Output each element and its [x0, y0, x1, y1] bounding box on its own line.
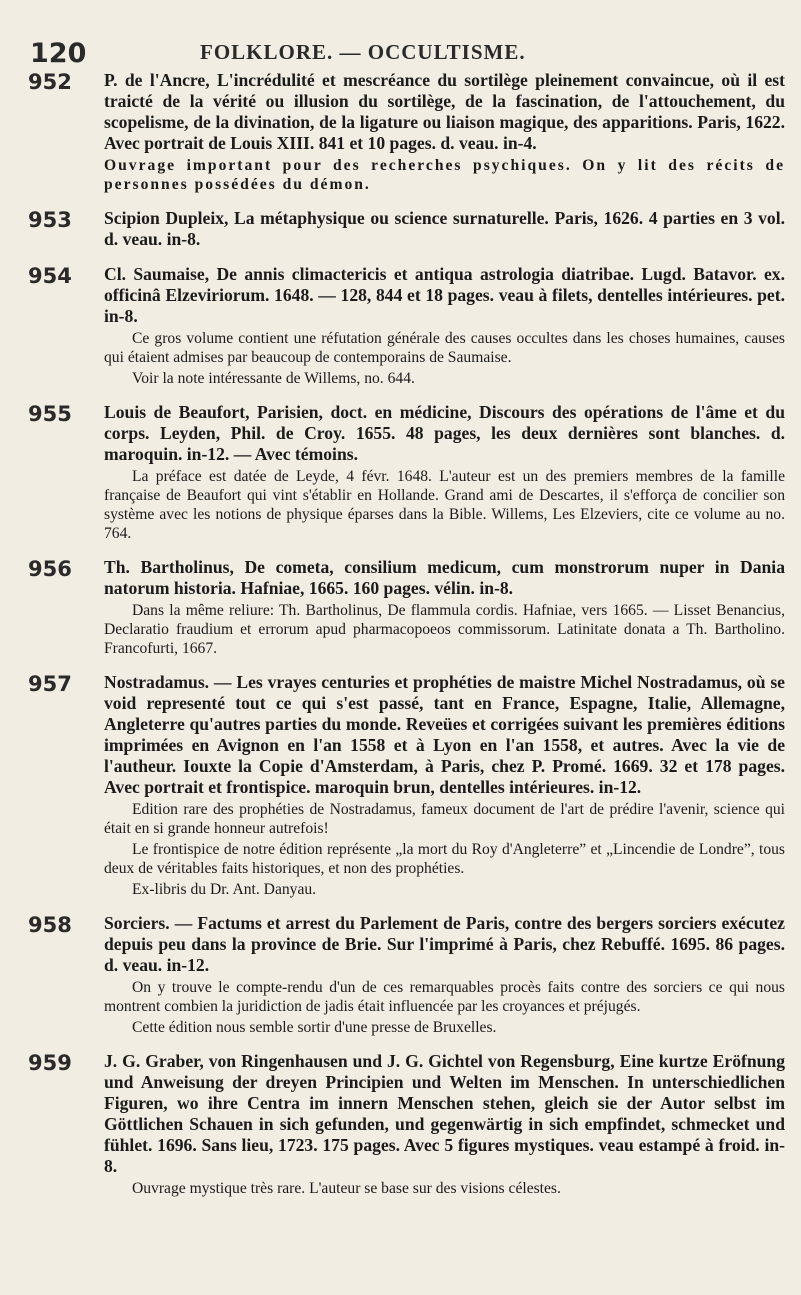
entry-description: Cl. Saumaise, De annis climactericis et antiqua astrologia diatribae. Lugd. Batavor. ex. officinâ Elzeviriorum. 1648. — 128, 844 et 18 pages. veau à filets, dentelles intérieures. pet. in-8. [104, 264, 785, 326]
entry-description: Louis de Beaufort, Parisien, doct. en médicine, Discours des opérations de l'âme et du corps. Leyden, Phil. de Croy. 1655. 48 pages, les deux dernières sont blanches. d. maroquin. in-12. — Avec témoins. [104, 402, 785, 464]
entry-description: Scipion Dupleix, La métaphysique ou science surnaturelle. Paris, 1626. 4 parties en 3 vol. d. veau. in-8. [104, 208, 785, 249]
entry-note: Ex-libris du Dr. Ant. Danyau. [132, 881, 317, 898]
entry-note: Le frontispice de notre édition représente „la mort du Roy d'Angleterre” et „Lincendie de Londre”, tous deux de véritables faits historiques, et non des prophéties. [104, 841, 785, 877]
entry-note: Ouvrage mystique très rare. L'auteur se base sur des visions célestes. [132, 1180, 561, 1197]
entry-note: Voir la note intéressante de Willems, no. 644. [132, 370, 415, 387]
catalogue-entry-954 [0, 264, 785, 388]
entry-note: Ce gros volume contient une réfutation générale des causes occultes dans les choses humaines, causes qui étaient admises par beaucoup de contemporains de Saumaise. [104, 330, 785, 366]
catalogue-entry-957 [0, 672, 785, 899]
catalogue-entry-953 [0, 208, 785, 250]
entry-note: La préface est datée de Leyde, 4 févr. 1648. L'auteur est un des premiers membres de la famille française de Beaufort qui vint s'établir en Hollande. Grand ami de Descartes, il s'efforça de concilier son système avec les notions de physique éparses dans la Bible. Willems, Les Elzeviers, cite ce volume au no. 764. [104, 468, 785, 542]
entry-description: Sorciers. — Factums et arrest du Parlement de Paris, contre des bergers sorciers exécutez depuis peu dans la province de Brie. Sur l'imprimé à Paris, chez Rebuffé. 1695. 86 pages. d. veau. in-12. [104, 913, 785, 975]
entry-description: J. G. Graber, von Ringenhausen und J. G. Gichtel von Regensburg, Eine kurtze Eröfnung und Anweisung der dreyen Principien und Welten im Menschen. In unterschiedlichen Figuren, wo ihre Centra im innern Menschen stehen, gleich sie der Autor selbst im Göttlichen Schauen in sich gefunden, und gegenwärtig in sich empfindet, schmecket und fühlet. 1696. Sans lieu, 1723. 175 pages. Avec 5 figures mystiques. veau estampé à froid. in-8. [104, 1051, 785, 1176]
entry-description: Th. Bartholinus, De cometa, consilium medicum, cum monstrorum nuper in Dania natorum historia. Hafniae, 1665. 160 pages. vélin. in-8. [104, 557, 785, 598]
catalogue-entry-958 [0, 913, 785, 1037]
catalogue-entry-952 [0, 70, 785, 194]
catalogue-entry-955 [0, 402, 785, 543]
catalogue-entry-956 [0, 557, 785, 658]
entry-number: 957 [28, 672, 72, 696]
entry-description: Nostradamus. — Les vrayes centuries et prophéties de maistre Michel Nostradamus, où se void representé tout ce qui s'est passé, tant en France, Espagne, Italie, Allemagne, Angleterre qu'autres parties du monde. Reveües et corrigées suivant les premières éditions imprimées en Avignon en l'an 1558 et à Lyon en l'an 1558, et autres. Avec la vie de l'autheur. Iouxte la Copie d'Amsterdam, à Paris, chez P. Promé. 1669. 32 et 178 pages. Avec portrait et frontispice. maroquin brun, dentelles intérieures. in-12. [104, 672, 785, 797]
entry-description: P. de l'Ancre, L'incrédulité et mescréance du sortilège pleinement convaincue, où il est traicté de la vérité ou illusion du sortilège, de la fascination, de l'attouchement, du scopelisme, de la divination, de la ligature ou liaison magique, des apparitions. Paris, 1622. Avec portrait de Louis XIII. 841 et 10 pages. d. veau. in-4. [104, 70, 785, 153]
entry-number: 952 [28, 70, 72, 94]
entry-number: 955 [28, 402, 72, 426]
entry-note: Dans la même reliure: Th. Bartholinus, De flammula cordis. Hafniae, vers 1665. — Lisset Benancius, Declaratio fraudium et errorum apud pharmacopoeos commissorum. Latinitate donata a Th. Bartholino. Francofurti, 1667. [104, 602, 785, 657]
entry-note: Ouvrage important pour des recherches psychiques. On y lit des récits de personnes possédées du démon. [104, 157, 785, 193]
running-title: FOLKLORE. — OCCULTISME. [200, 40, 526, 64]
entry-number: 959 [28, 1051, 72, 1075]
entry-number: 954 [28, 264, 72, 288]
entry-note: Cette édition nous semble sortir d'une presse de Bruxelles. [132, 1019, 497, 1036]
entry-number: 953 [28, 208, 72, 232]
entry-number: 956 [28, 557, 72, 581]
entry-note: On y trouve le compte-rendu d'un de ces remarquables procès faits contre des sorciers ce qui nous montrent combien la juridiction de jadis était influencée par les croyances et préjugés. [104, 979, 785, 1015]
entry-number: 958 [28, 913, 72, 937]
page-header [0, 20, 785, 69]
catalogue-entry-959 [0, 1051, 785, 1198]
page-number: 120 [30, 38, 87, 69]
entry-note: Edition rare des prophéties de Nostradamus, fameux document de l'art de prédire l'avenir, science qui était en si grande honneur autrefois! [104, 801, 785, 837]
